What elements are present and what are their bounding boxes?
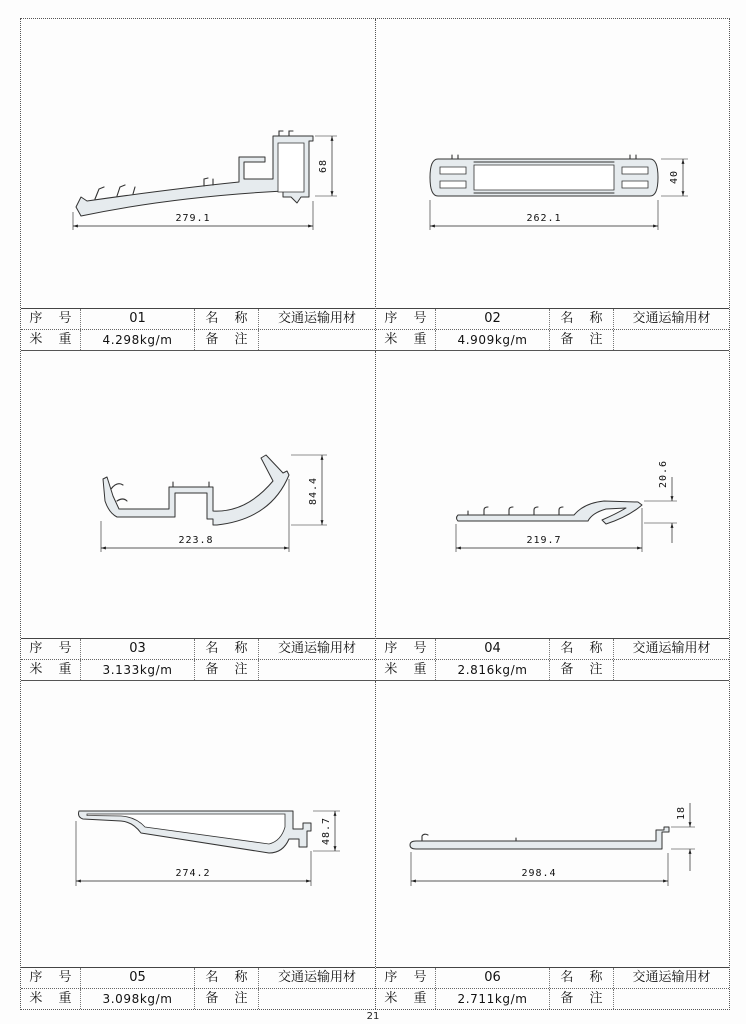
profile-drawing-06	[376, 681, 729, 967]
name-label: 名 称	[550, 639, 614, 659]
profile-drawing-area-04	[376, 351, 729, 638]
height-dimension-01: 68	[318, 158, 329, 174]
weight-value: 3.098kg/m	[81, 989, 195, 1009]
height-dimension-04: 20.6	[658, 459, 669, 488]
profile-drawing-04	[376, 351, 729, 638]
spec-row-weight-note	[21, 989, 375, 1009]
profile-drawing-area-05	[21, 681, 375, 967]
spec-table-06	[376, 967, 729, 1009]
note-label: 备 注	[195, 989, 259, 1009]
spec-row-weight-note	[376, 989, 729, 1009]
note-label: 备 注	[195, 660, 259, 680]
seq-value: 05	[81, 968, 195, 988]
note-value	[614, 330, 729, 350]
note-label: 备 注	[550, 660, 614, 680]
profile-01-section	[76, 136, 313, 216]
spec-row-weight-note	[21, 660, 375, 680]
spec-row-seq-name	[376, 968, 729, 989]
seq-value: 04	[436, 639, 550, 659]
weight-value: 4.298kg/m	[81, 330, 195, 350]
name-label: 名 称	[195, 968, 259, 988]
seq-label: 序 号	[21, 968, 81, 988]
seq-label: 序 号	[21, 309, 81, 329]
height-dimension-05: 48.7	[321, 816, 332, 846]
name-value: 交通运输用材	[632, 311, 711, 326]
name-label: 名 称	[550, 968, 614, 988]
seq-label: 序 号	[376, 968, 436, 988]
profile-panel-05	[21, 681, 375, 1009]
note-label: 备 注	[550, 330, 614, 350]
weight-label: 米 重	[21, 660, 81, 680]
profile-03-section	[103, 455, 289, 525]
note-label: 备 注	[550, 989, 614, 1009]
note-label: 备 注	[195, 330, 259, 350]
seq-label: 序 号	[376, 639, 436, 659]
spec-table-05	[21, 967, 375, 1009]
note-value	[614, 660, 729, 680]
spec-row-weight-note	[376, 330, 729, 350]
profile-drawing-05	[21, 681, 375, 967]
seq-label: 序 号	[376, 309, 436, 329]
profile-drawing-area-01	[21, 19, 375, 308]
spec-row-seq-name	[21, 309, 375, 330]
seq-value: 02	[436, 309, 550, 329]
spec-row-weight-note	[21, 330, 375, 350]
page-number: 21	[366, 1011, 380, 1022]
name-value: 交通运输用材	[632, 970, 711, 985]
profile-06-section	[410, 827, 669, 849]
profile-panel-01	[21, 19, 375, 351]
name-value: 交通运输用材	[277, 970, 356, 985]
name-label: 名 称	[195, 639, 259, 659]
weight-value: 2.711kg/m	[436, 989, 550, 1009]
length-dimension-01: 279.1	[175, 213, 211, 224]
spec-table-04	[376, 638, 729, 680]
profile-panel-02	[375, 19, 729, 351]
spec-table-03	[21, 638, 375, 680]
height-dimension-03: 84.4	[308, 476, 319, 506]
spec-table-02	[376, 308, 729, 350]
profile-drawing-area-06	[376, 681, 729, 967]
seq-value: 06	[436, 968, 550, 988]
length-dimension-06: 298.4	[521, 868, 557, 879]
height-dimension-02: 40	[669, 169, 680, 185]
weight-label: 米 重	[376, 330, 436, 350]
name-value: 交通运输用材	[277, 311, 356, 326]
profile-drawing-area-03	[21, 351, 375, 638]
profile-panel-06	[375, 681, 729, 1009]
weight-label: 米 重	[376, 660, 436, 680]
weight-value: 3.133kg/m	[81, 660, 195, 680]
spec-row-weight-note	[376, 660, 729, 680]
spec-row-seq-name	[21, 639, 375, 660]
note-value	[259, 989, 375, 1009]
profile-drawing-03	[21, 351, 375, 638]
seq-value: 01	[81, 309, 195, 329]
note-value	[614, 989, 729, 1009]
spec-row-seq-name	[21, 968, 375, 989]
spec-row-seq-name	[376, 309, 729, 330]
name-value: 交通运输用材	[632, 641, 711, 656]
note-value	[259, 330, 375, 350]
weight-label: 米 重	[376, 989, 436, 1009]
length-dimension-05: 274.2	[175, 868, 211, 879]
weight-value: 4.909kg/m	[436, 330, 550, 350]
profile-panel-04	[375, 351, 729, 681]
length-dimension-04: 219.7	[526, 535, 562, 546]
profile-drawing-02	[376, 19, 729, 308]
profile-sheet	[20, 18, 730, 1010]
length-dimension-02: 262.1	[526, 213, 562, 224]
height-dimension-06: 18	[676, 805, 687, 820]
weight-value: 2.816kg/m	[436, 660, 550, 680]
weight-label: 米 重	[21, 989, 81, 1009]
profile-drawing-area-02	[376, 19, 729, 308]
note-value	[259, 660, 375, 680]
spec-row-seq-name	[376, 639, 729, 660]
profile-panel-03	[21, 351, 375, 681]
weight-label: 米 重	[21, 330, 81, 350]
seq-value: 03	[81, 639, 195, 659]
name-value: 交通运输用材	[277, 641, 356, 656]
length-dimension-03: 223.8	[178, 535, 214, 546]
profile-drawing-01	[21, 19, 375, 308]
seq-label: 序 号	[21, 639, 81, 659]
spec-table-01	[21, 308, 375, 350]
name-label: 名 称	[195, 309, 259, 329]
name-label: 名 称	[550, 309, 614, 329]
